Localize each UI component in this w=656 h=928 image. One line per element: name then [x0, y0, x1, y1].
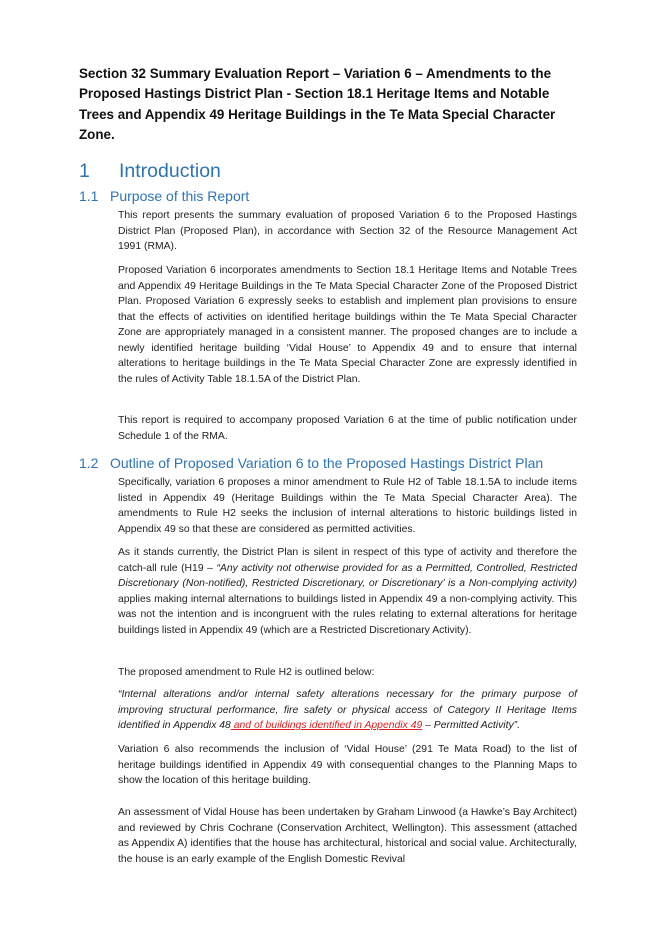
- amendment-quote: [118, 687, 577, 734]
- subsection-title: Outline of Proposed Variation 6 to the Proposed Hastings District Plan: [110, 455, 544, 471]
- document-title: Section 32 Summary Evaluation Report – Variation 6 – Amendments to the Proposed Hastings District Plan - Section 18.1 Heritage Items and Notable Trees and Appendix 49 Heritage Buildings in the Te Mata Special Character Zone.: [79, 66, 556, 143]
- section-1-2-heading: [79, 454, 599, 472]
- rule-quote: “Any activity not otherwise provided for as a Permitted, Controlled, Restricted Discretionary (Non-notified), Restricted Discretionary, or Discretionary’ is a Non-complying activity): [118, 562, 577, 589]
- paragraph: This report is required to accompany proposed Variation 6 at the time of public notification under Schedule 1 of the RMA.: [118, 415, 577, 442]
- paragraph: An assessment of Vidal House has been undertaken by Graham Linwood (a Hawke’s Bay Architect) and reviewed by Chris Cochrane (Conservation Architect, Wellington). This assessment (attached as Appendix A) identifies that the house has architectural, historical and social value. Architecturally, the house is an early example of the English Domestic Revival: [118, 807, 577, 865]
- paragraph-text: As it stands currently, the District Plan is silent in respect of this type of activity and therefore the catch-all rule (H19 –: [118, 547, 577, 574]
- paragraph-text: applies making internal alternations to buildings listed in Appendix 49 a non-complying activity. This was not the intention and is incongruent with the rules relating to external alterations for heritage buildings listed in Appendix 49 (which are a Restricted Discretionary Activity).: [118, 593, 577, 636]
- quote-text: – Permitted Activity”.: [422, 720, 521, 731]
- paragraph: Proposed Variation 6 incorporates amendments to Section 18.1 Heritage Items and Notable Trees and Appendix 49 Heritage Buildings in the Te Mata Special Character Zone of the Proposed District Plan. Proposed Variation 6 expressly seeks to establish and implement plan provisions to ensure that the effects of activities on identified heritage buildings within the Te Mata Special Character Zone are appropriately managed in a consistent manner. The proposed changes are to include a newly identified heritage building ‘Vidal House’ to Appendix 49 and to ensure that internal alterations to heritage buildings in the Te Mata Special Character Zone are expressly identified in the rules of Activity Table 18.1.5A of the District Plan.: [118, 265, 577, 385]
- quote-text: “Internal alterations and/or internal safety alterations necessary for the primary purpose of improving structural performance, fire safety or physical access of Category II Heritage Items identified in Appendix 48: [118, 689, 577, 731]
- section-number: 1: [79, 160, 90, 182]
- paragraph: Variation 6 also recommends the inclusion of ‘Vidal House’ (291 Te Mata Road) to the list of heritage buildings identified in Appendix 49 with consequential changes to the Planning Maps to show the location of this heritage building.: [118, 744, 577, 786]
- subsection-title: Purpose of this Report: [110, 188, 250, 204]
- paragraph-catch-all-rule: [118, 545, 577, 638]
- section-1-heading: [79, 159, 579, 183]
- paragraph: Specifically, variation 6 proposes a minor amendment to Rule H2 of Table 18.1.5A to include items listed in Appendix 49 (Heritage Buildings within the Te Mata Special Character Area). The amendments to Rule H2 seeks the inclusion of internal alterations to historic buildings listed in Appendix 49 so that these are considered as permitted activities.: [118, 477, 577, 535]
- subsection-number: 1.1: [79, 188, 99, 204]
- section-1-1-heading: [79, 187, 599, 205]
- section-title: Introduction: [119, 160, 221, 182]
- paragraph: This report presents the summary evaluation of proposed Variation 6 to the Proposed Hastings District Plan (Proposed Plan), in accordance with Section 32 of the Resource Management Act 1991 (RMA).: [118, 210, 577, 252]
- inserted-text: and of buildings identified in Appendix 49: [230, 720, 423, 731]
- paragraph: The proposed amendment to Rule H2 is outlined below:: [118, 667, 375, 678]
- subsection-number: 1.2: [79, 455, 99, 471]
